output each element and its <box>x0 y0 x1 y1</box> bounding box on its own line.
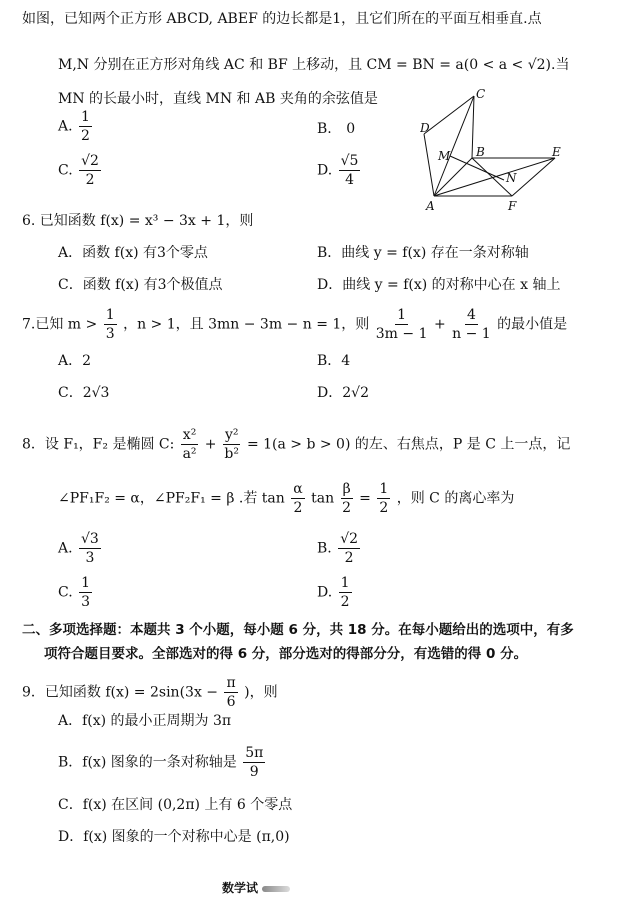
q8-line1 <box>22 428 570 461</box>
q8-eq: = <box>359 490 371 507</box>
q8-e2-den: b² <box>224 446 239 462</box>
segment-mn <box>450 156 504 180</box>
edge-ad <box>424 134 434 196</box>
q9-bf-den: 9 <box>249 764 259 780</box>
label-e: E <box>552 145 561 159</box>
q9-f-den: 6 <box>226 694 236 710</box>
q7-f1-den: 3 <box>105 326 115 342</box>
q8-e1-den: a² <box>182 446 197 462</box>
q8-c-den: 3 <box>81 594 91 610</box>
q8-pre: 8．设 F₁，F₂ 是椭圆 C: <box>22 436 175 453</box>
label-b: B <box>476 145 485 159</box>
q8-x-fraction <box>181 428 199 461</box>
q5-c-den: 2 <box>85 172 95 188</box>
q5-option-a-fraction <box>79 110 92 143</box>
q5-option-a-label: A. <box>58 118 73 135</box>
q5-option-d-label: D. <box>317 162 333 179</box>
q8-alpha-fraction <box>291 482 304 515</box>
q7-option-c <box>58 386 109 400</box>
label-n: N <box>506 171 517 185</box>
q7-f3-den: n − 1 <box>452 326 491 342</box>
q8-a-den: 3 <box>85 550 95 566</box>
q5-line2: M,N 分别在正方形对角线 AC 和 BF 上移动，且 CM = BN = a(0 < a < √2).当 <box>58 57 570 73</box>
q7-option-c-label: C． <box>58 385 83 401</box>
q5-d-den: 4 <box>345 172 355 188</box>
q5-a-num: 1 <box>81 109 90 125</box>
q5-option-d <box>317 154 362 187</box>
q7-fraction-3 <box>452 308 491 341</box>
q8-option-c-label: C. <box>58 584 73 601</box>
q8-option-d-label: D. <box>317 584 333 601</box>
q9-option-d: D．f(x) 图象的一个对称中心是 (π,0) <box>58 829 290 845</box>
q7-mid: ，n > 1，且 3mn − 3m − n = 1，则 <box>123 316 370 333</box>
q9-f-num: π <box>226 675 236 691</box>
q8-a-num: √3 <box>81 531 99 547</box>
q8-option-d <box>317 576 354 609</box>
q8-plus: + <box>204 436 217 453</box>
q9-bf-num: 5π <box>245 745 264 761</box>
q5-option-b-value: 0 <box>346 121 356 137</box>
q8-option-a-label: A. <box>58 540 73 557</box>
q5-a-den: 2 <box>81 128 90 144</box>
q7-f1-num: 1 <box>105 307 115 323</box>
q6-option-b: B．曲线 y = f(x) 存在一条对称轴 <box>317 245 529 261</box>
q9-option-b-fraction <box>243 746 265 779</box>
q9-stem <box>22 676 278 709</box>
edge-ef <box>512 158 555 196</box>
q7-fraction-1 <box>104 308 117 341</box>
q5-option-d-fraction <box>339 154 361 187</box>
q7-option-d <box>317 386 369 400</box>
q7-f3-num: 4 <box>466 307 476 323</box>
q8-e2-num: y² <box>224 427 239 443</box>
q5-option-b <box>317 122 355 136</box>
q7-stem <box>22 308 567 341</box>
q8-d-den: 2 <box>340 594 350 610</box>
section-2-heading: 二、多项选择题：本题共 3 个小题，每小题 6 分，共 18 分。在每小题给出的选项中，有多 <box>22 622 574 638</box>
q5-option-a <box>58 110 94 143</box>
q7-option-c-value: 2√3 <box>82 385 110 401</box>
q8-beta-fraction <box>341 482 353 515</box>
label-f: F <box>508 199 517 213</box>
q8-t1-num: α <box>293 481 303 497</box>
q9-option-a: A．f(x) 的最小正周期为 3π <box>58 713 232 729</box>
q5-line3: MN 的长最小时，直线 MN 和 AB 夹角的余弦值是 <box>58 91 378 107</box>
q8-option-a <box>58 532 103 565</box>
q8-l2a: ∠PF₁F₂ = α，∠PF₂F₁ = β .若 tan <box>58 490 285 507</box>
q8-option-d-fraction <box>339 576 352 609</box>
q7-fraction-2 <box>376 308 428 341</box>
q8-t2-num: β <box>342 481 351 497</box>
q6-stem: 6. 已知函数 f(x) = x³ − 3x + 1，则 <box>22 213 254 229</box>
q8-l2b: ，则 C 的离心率为 <box>396 490 515 507</box>
q9-option-b <box>58 746 267 779</box>
q5-line1: 如图，已知两个正方形 ABCD, ABEF 的边长都是1，且它们所在的平面互相垂直.点 <box>22 11 542 27</box>
q8-line2 <box>58 482 514 515</box>
q8-option-b-label: B. <box>317 540 332 557</box>
q7-option-b: B．4 <box>317 353 351 369</box>
q9-pre: 9．已知函数 f(x) = 2sin(3x − <box>22 684 219 701</box>
footer-subject <box>222 882 290 894</box>
q6-option-a: A．函数 f(x) 有3个零点 <box>58 245 208 261</box>
q5-option-c-fraction <box>79 154 101 187</box>
q7-post: 的最小值是 <box>497 316 568 333</box>
edge-cb <box>472 96 474 158</box>
q9-option-c: C．f(x) 在区间 (0,2π) 上有 6 个零点 <box>58 797 293 813</box>
q8-post: = 1(a > b > 0) 的左、右焦点，P 是 C 上一点，记 <box>246 436 571 453</box>
q8-b-den: 2 <box>344 550 354 566</box>
label-d: D <box>420 121 430 135</box>
section-2-heading-line2: 项符合题目要求。全部选对的得 6 分，部分选对的得部分分，有选错的得 0 分。 <box>44 646 528 662</box>
q9-post: )，则 <box>244 684 278 701</box>
q7-plus: + <box>433 316 446 333</box>
label-m: M <box>438 149 451 163</box>
q6-option-c: C．函数 f(x) 有3个极值点 <box>58 277 223 293</box>
q5-c-num: √2 <box>81 153 99 169</box>
footer-smudge <box>262 886 290 892</box>
edge-ae <box>434 158 555 196</box>
footer-text: 数学试 <box>222 881 259 895</box>
q6-option-d: D．曲线 y = f(x) 的对称中心在 x 轴上 <box>317 277 561 293</box>
label-a: A <box>426 199 435 213</box>
q7-f2-num: 1 <box>397 307 407 323</box>
q8-option-c-fraction <box>79 576 92 609</box>
q7-f2-den: 3m − 1 <box>375 326 428 342</box>
q8-t3-num: 1 <box>379 481 389 497</box>
q8-option-b-fraction <box>338 532 360 565</box>
q5-option-c <box>58 154 103 187</box>
q5-d-num: √5 <box>340 153 359 169</box>
q7-option-a: A．2 <box>58 353 92 369</box>
q8-option-a-fraction <box>79 532 101 565</box>
q8-option-c <box>58 576 94 609</box>
q8-tan2: tan <box>311 490 335 507</box>
q5-option-b-label: B. <box>317 121 332 137</box>
q8-t3-den: 2 <box>379 500 389 516</box>
q7-option-d-label: D． <box>317 385 343 401</box>
q8-e1-num: x² <box>182 427 197 443</box>
q7-pre: 7.已知 m > <box>22 316 98 333</box>
q5-option-c-label: C. <box>58 162 73 179</box>
q8-t1-den: 2 <box>293 500 303 516</box>
q7-option-d-value: 2√2 <box>342 385 369 401</box>
q8-b-num: √2 <box>340 531 359 547</box>
q8-d-num: 1 <box>340 575 350 591</box>
q8-t2-den: 2 <box>342 500 352 516</box>
q8-c-num: 1 <box>81 575 91 591</box>
q8-option-b <box>317 532 362 565</box>
label-c: C <box>476 87 486 101</box>
q8-y-fraction <box>223 428 241 461</box>
geometry-figure <box>420 86 600 216</box>
q9-option-b-text: B．f(x) 图象的一条对称轴是 <box>58 754 237 771</box>
q8-half-fraction <box>377 482 390 515</box>
q9-pi-fraction <box>224 676 237 709</box>
